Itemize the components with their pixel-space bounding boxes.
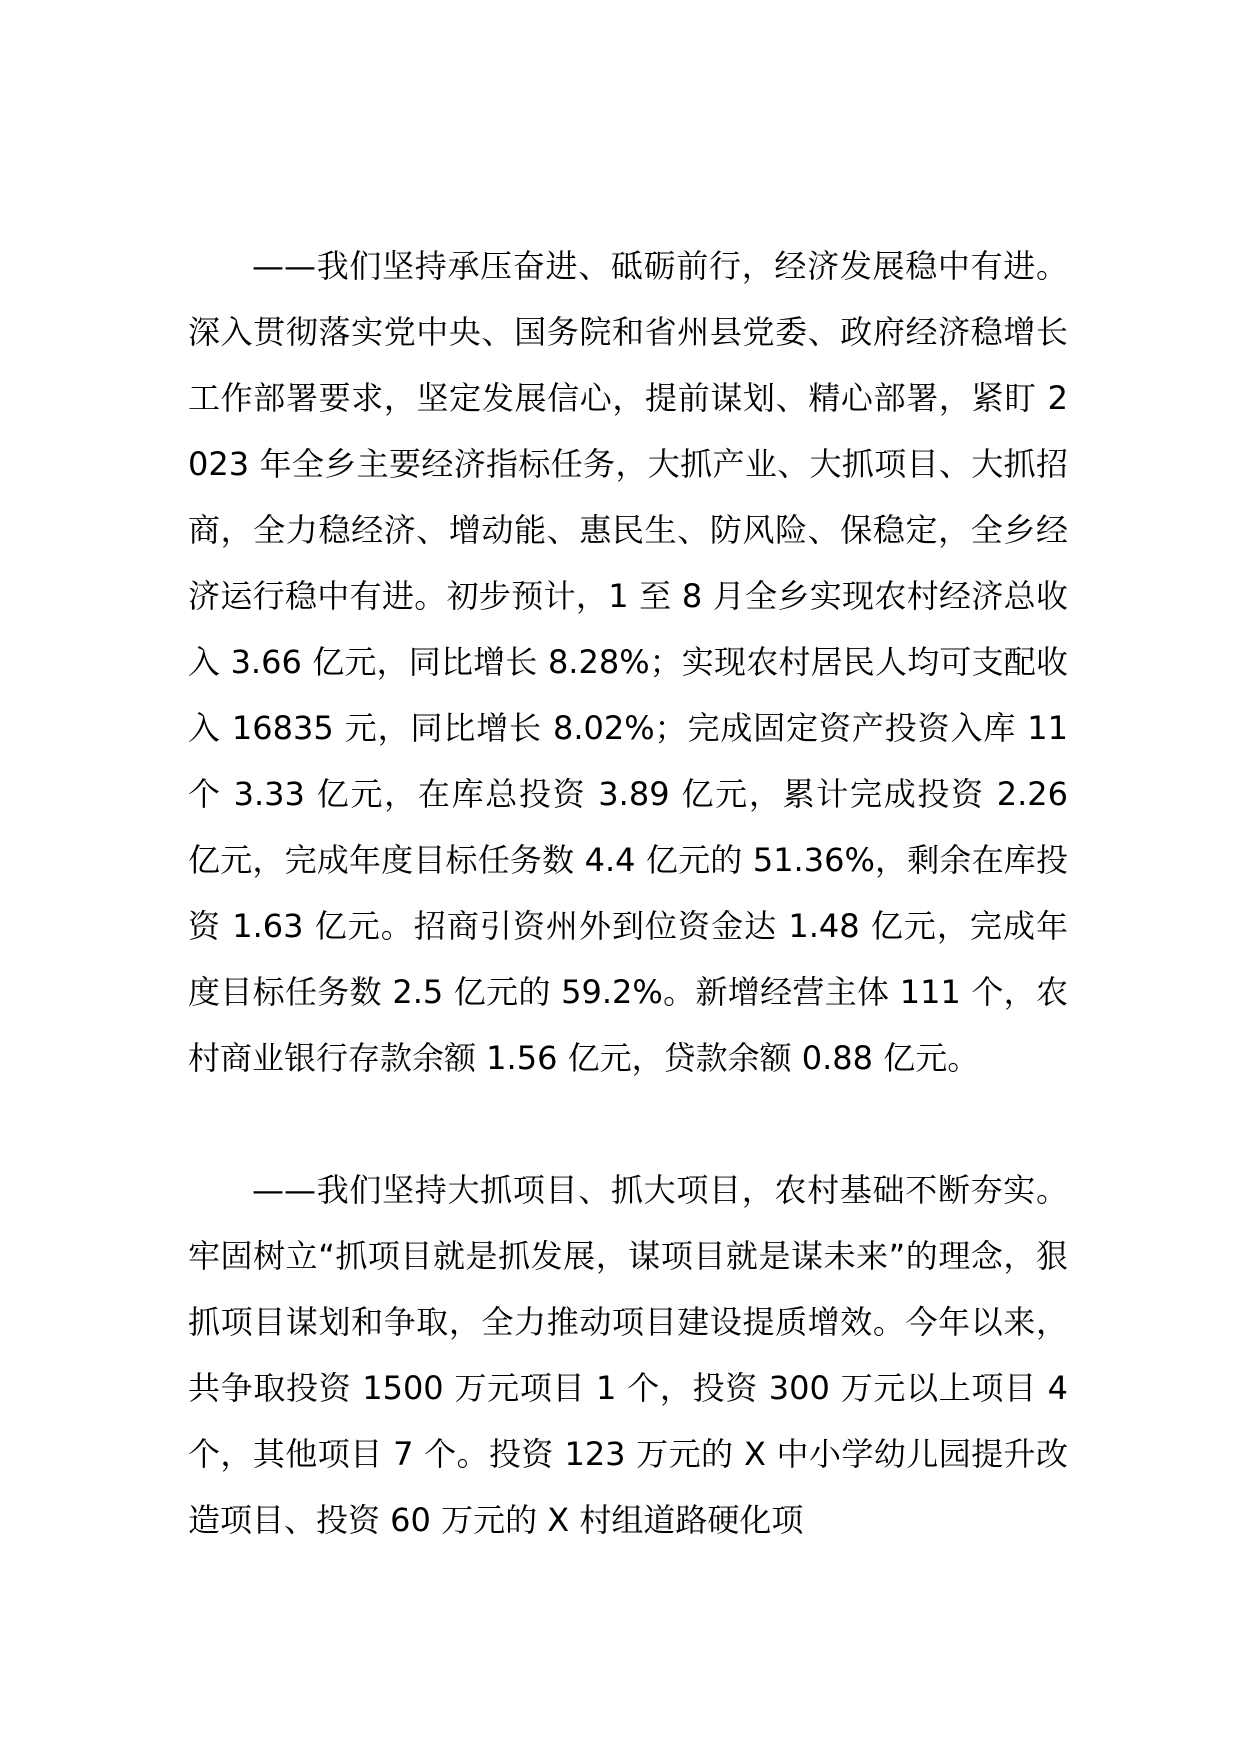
paragraph-projects: ——我们坚持大抓项目、抓大项目，农村基础不断夯实。牢固树立“抓项目就是抓发展，谋项目就是谋未来”的理念，狠抓项目谋划和争取，全力推动项目建设提质增效。今年以来，共争取投资 1500 万元项目 1 个，投资 300 万元以上项目 4 个，其他项目 7 个。投资 123 万元的 X 中小学幼儿园提升改造项目、投资 60 万元的 X 村组道路硬化项 (188, 1171, 1068, 1539)
paragraph-economy: ——我们坚持承压奋进、砥砺前行，经济发展稳中有进。深入贯彻落实党中央、国务院和省州县党委、政府经济稳增长工作部署要求，坚定发展信心，提前谋划、精心部署，紧盯 2023 年全乡主要经济指标任务，大抓产业、大抓项目、大抓招商，全力稳经济、增动能、惠民生、防风险、保稳定，全乡经济运行稳中有进。初步预计，1 至 8 月全乡实现农村经济总收入 3.66 亿元，同比增长 8.28%；实现农村居民人均可支配收入 16835 元，同比增长 8.02%；完成固定资产投资入库 11 个 3.33 亿元，在库总投资 3.89 亿元，累计完成投资 2.26 亿元，完成年度目标任务数 4.4 亿元的 51.36%，剩余在库投资 1.63 亿元。招商引资州外到位资金达 1.48 亿元，完成年度目标任务数 2.5 亿元的 59.2%。新增经营主体 111 个，农村商业银行存款余额 1.56 亿元，贷款余额 0.88 亿元。 (188, 247, 1068, 1077)
document-body (188, 233, 1068, 1553)
